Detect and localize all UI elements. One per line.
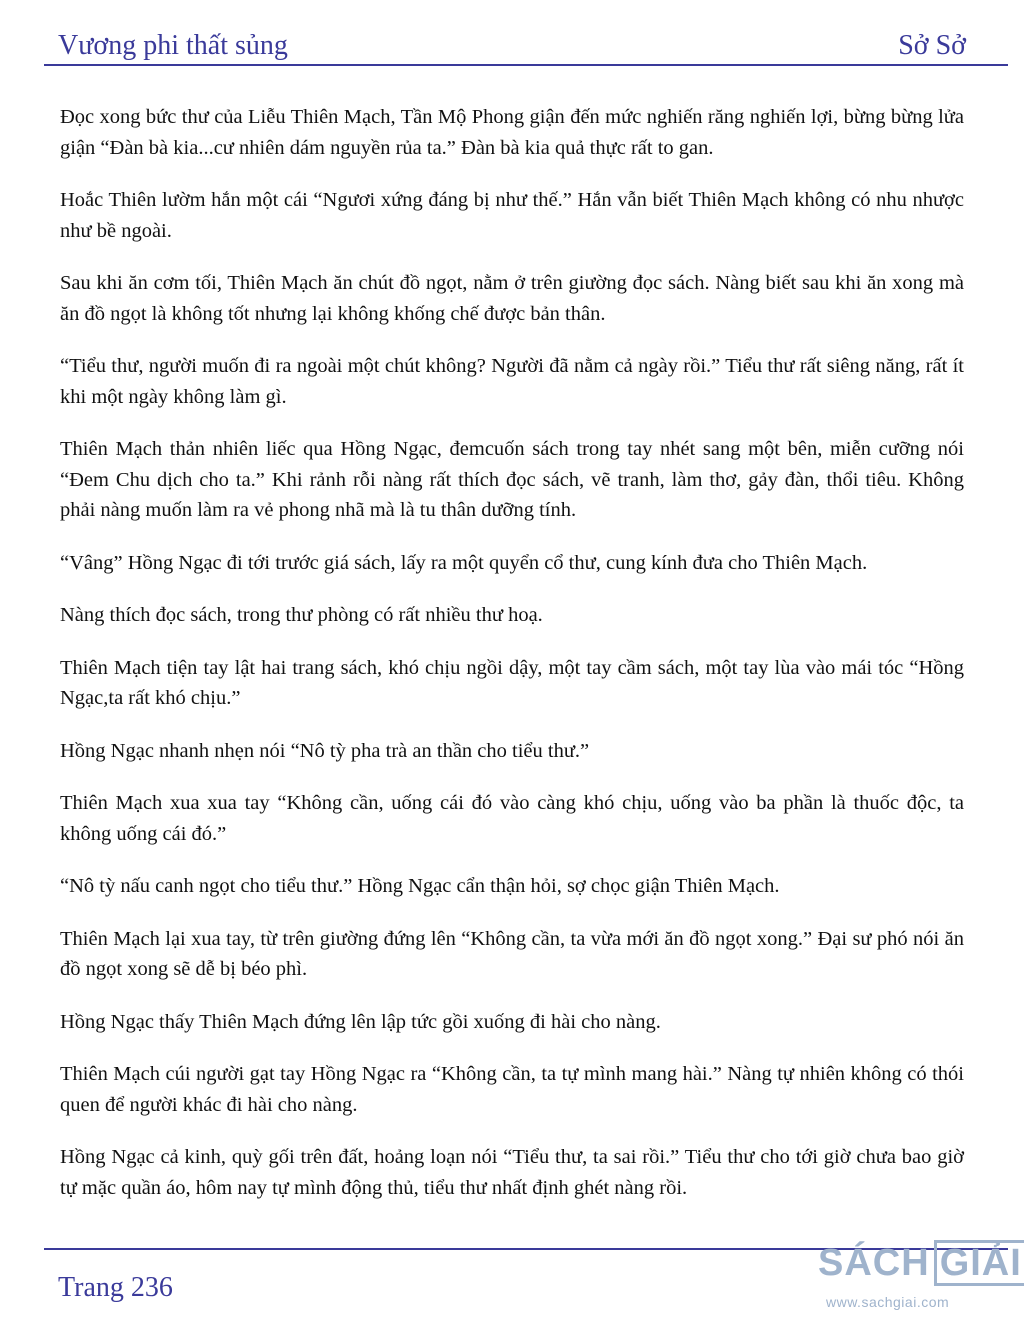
paragraph: Thiên Mạch xua xua tay “Không cần, uống cái đó vào càng khó chịu, uống vào ba phần là thuốc độc, ta không uống cái đó.” bbox=[60, 792, 964, 845]
paragraph: Thiên Mạch cúi người gạt tay Hồng Ngạc ra “Không cần, ta tự mình mang hài.” Nàng tự nhiên không có thói quen để người khác đi hài cho nàng. bbox=[60, 1063, 964, 1116]
header-divider bbox=[44, 64, 1008, 66]
paragraph: Thiên Mạch lại xua tay, từ trên giường đứng lên “Không cần, ta vừa mới ăn đồ ngọt xong.” Đại sư phó nói ăn đồ ngọt xong sẽ dễ bị béo phì. bbox=[60, 927, 964, 980]
paragraph: Hoắc Thiên lườm hắn một cái “Ngươi xứng đáng bị như thế.” Hắn vẫn biết Thiên Mạch không có nhu nhược như bề ngoài. bbox=[60, 189, 964, 242]
paragraph: Thiên Mạch tiện tay lật hai trang sách, khó chịu ngồi dậy, một tay cầm sách, một tay lùa vào mái tóc “Hồng Ngạc,ta rất khó chịu.” bbox=[60, 656, 964, 709]
page-number: Trang 236 bbox=[58, 1272, 173, 1303]
paragraph: Sau khi ăn cơm tối, Thiên Mạch ăn chút đồ ngọt, nằm ở trên giường đọc sách. Nàng biết sau khi ăn xong mà ăn đồ ngọt là không tốt nhưng lại không khống chế được bản thân. bbox=[60, 272, 964, 325]
book-title: Vương phi thất sủng bbox=[58, 30, 288, 61]
paragraph: Hồng Ngạc cả kinh, quỳ gối trên đất, hoảng loạn nói “Tiểu thư, ta sai rồi.” Tiểu thư cho tới giờ chưa bao giờ tự mặc quần áo, hôm nay tự mình động thủ, tiểu thư nhất định ghét nàng rồi. bbox=[60, 1146, 964, 1199]
watermark-logo-text-2: GIẢI bbox=[934, 1240, 1024, 1286]
paragraph: Hồng Ngạc nhanh nhẹn nói “Nô tỳ pha trà an thần cho tiểu thư.” bbox=[60, 739, 590, 762]
author-name: Sở Sở bbox=[898, 30, 966, 61]
paragraph: “Vâng” Hồng Ngạc đi tới trước giá sách, lấy ra một quyển cổ thư, cung kính đưa cho Thiên Mạch. bbox=[60, 551, 868, 574]
watermark-url: www.sachgiai.com bbox=[826, 1294, 950, 1310]
paragraph: Nàng thích đọc sách, trong thư phòng có rất nhiều thư hoạ. bbox=[60, 604, 543, 626]
watermark bbox=[818, 1238, 1022, 1318]
page-body bbox=[60, 102, 964, 1225]
page-header bbox=[58, 22, 966, 62]
paragraph: Đọc xong bức thư của Liễu Thiên Mạch, Tần Mộ Phong giận đến mức nghiến răng nghiến lợi, bừng bừng lửa giận “Đàn bà kia...cư nhiên dám nguyền rủa ta.” Đàn bà kia quả thực rất to gan. bbox=[60, 106, 964, 159]
paragraph: Thiên Mạch thản nhiên liếc qua Hồng Ngạc, đemcuốn sách trong tay nhét sang một bên, miễn cưỡng nói “Đem Chu dịch cho ta.” Khi rảnh rỗi nàng rất thích đọc sách, vẽ tranh, làm thơ, gảy đàn, thổi tiêu. Không phải nàng muốn làm ra vẻ phong nhã mà là tu thân dưỡng tính. bbox=[60, 438, 964, 521]
paragraph: “Tiểu thư, người muốn đi ra ngoài một chút không? Người đã nằm cả ngày rồi.” Tiểu thư rất siêng năng, rất ít khi một ngày không làm gì. bbox=[60, 355, 964, 408]
watermark-logo-text-1: SÁCH bbox=[818, 1241, 930, 1284]
watermark-logo bbox=[818, 1238, 1022, 1288]
paragraph: Hồng Ngạc thấy Thiên Mạch đứng lên lập tức gồi xuống đi hài cho nàng. bbox=[60, 1010, 661, 1033]
paragraph: “Nô tỳ nấu canh ngọt cho tiểu thư.” Hồng Ngạc cẩn thận hỏi, sợ chọc giận Thiên Mạch. bbox=[60, 875, 780, 897]
